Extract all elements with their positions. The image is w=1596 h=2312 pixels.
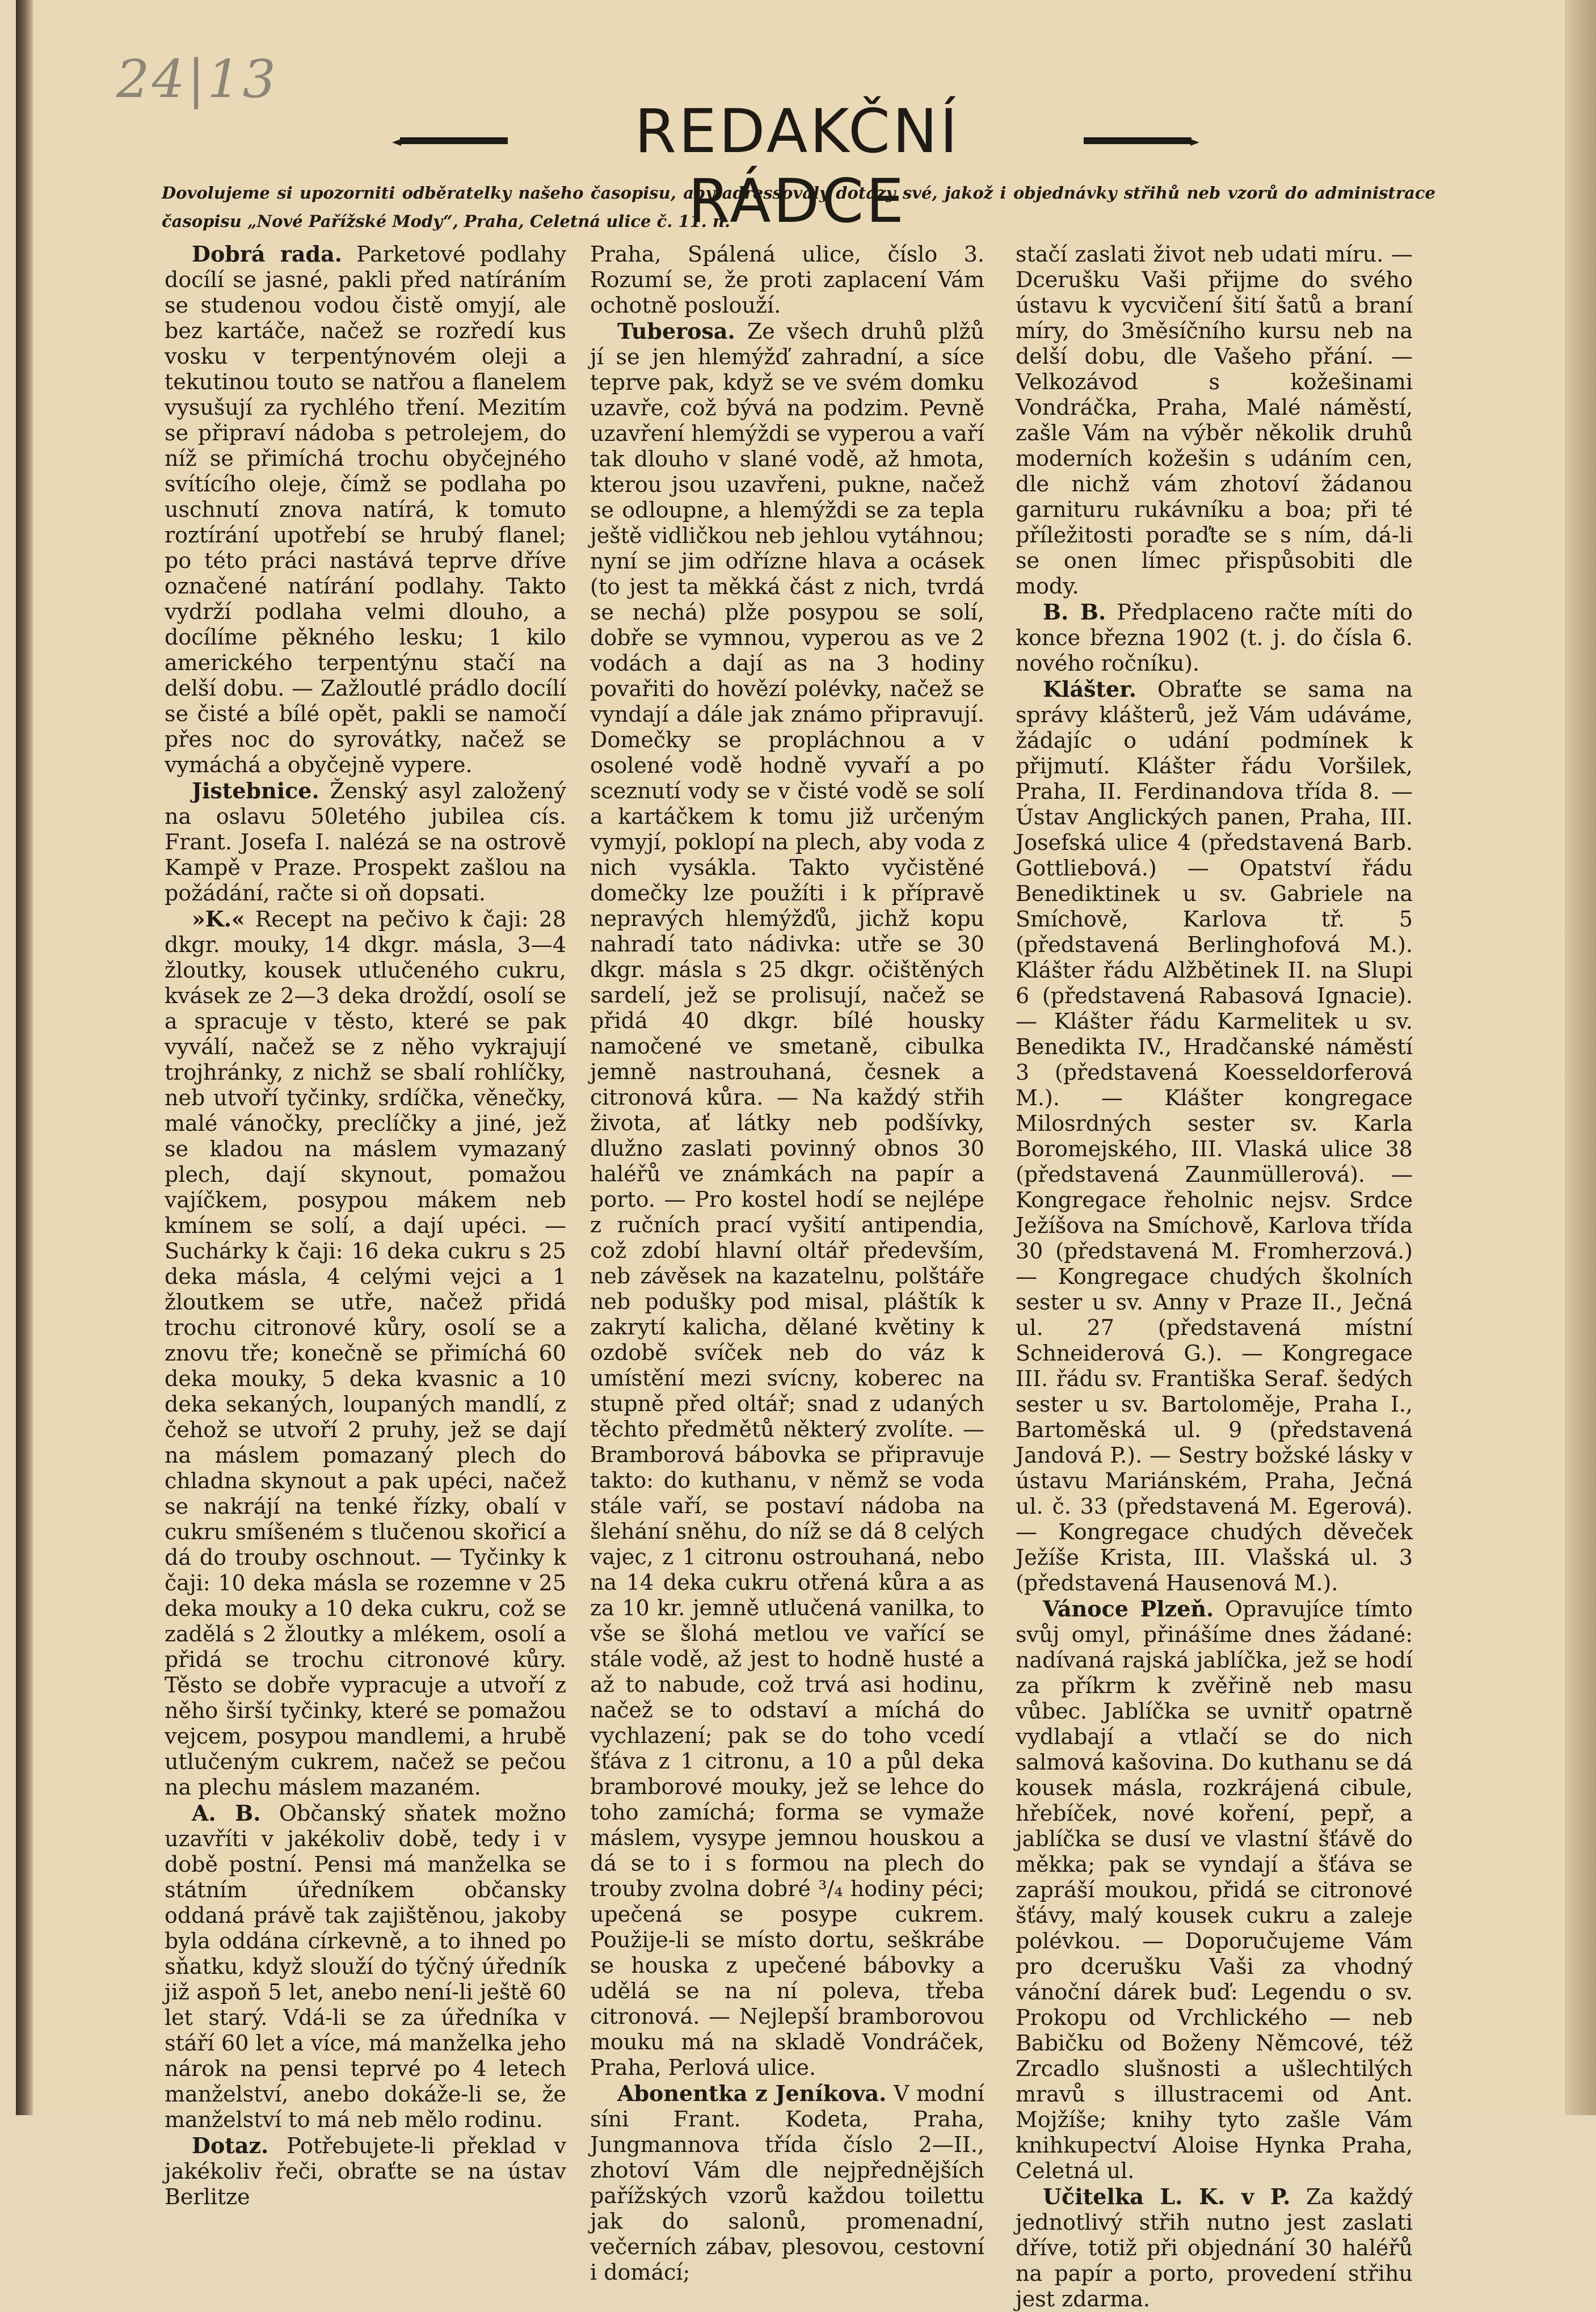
answer-text: Praha, Spálená ulice, číslo 3. Rozumí se, že proti zaplacení Vám ochotně poslouží. [590,242,984,318]
answer-text: Opravujíce tímto svůj omyl, přinášíme dnes žádané: nadívaná rajská jablíčka, jež se hodí za příkrm k zvěřině neb masu vůbec. Jablíčka se uvnitř opatrně vydlabají a vtlačí se do nich salmová kašovina. Do kuthanu se dá kousek másla, rozkrájená cibule, hřebíček, nové koření, pepř, a jablíčka se dusí ve vlastní šťávě do měkka; pak se vyndají a šťáva se zapráší moukou, přidá se citronové šťávy, malý kousek cukru a zaleje polévkou. — Doporučujeme Vám pro dcerušku Vaši za vhodný vánoční dárek buď: Legendu o sv. Prokopu od Vrchlického — neb Babičku od Boženy Němcové, též Zrcadlo slušnosti a ušlechtilých mravů s illustracemi od Ant. Mojžíše; knihy tyto zašle Vám knihkupectví Aloise Hynka Praha, Celetná ul. [1016,1597,1413,2183]
right-ornament-rule [1084,137,1191,144]
answer-heading: Dotaz. [192,2133,269,2158]
answer-heading: Tuberosa. [617,318,735,344]
answer-paragraph [165,906,566,1800]
answer-heading: Dobrá rada. [192,241,342,267]
answer-text: Potřebujete-li překlad v jakékoliv řeči, obraťte se na ústav Berlitze [165,2133,566,2209]
answer-heading: Klášter. [1043,676,1136,702]
answer-heading: Učitelka L. K. v P. [1043,2184,1291,2209]
answer-text: Občanský sňatek možno uzavříti v jakékoliv době, tedy i v době postní. Pensi má manželka se státním úředníkem občansky oddaná právě tak zajištěnou, jakoby byla oddána církevně, a to ihned po sňatku, když slouží do týčný úředník již aspoň 5 let, anebo není-li ještě 60 let starý. Vdá-li se za úředníka v stáří 60 let a více, má manželka jeho nárok na pensi teprvé po 4 letech manželství, anebo dokáže-li se, že manželství to má neb mělo rodinu. [165,1801,566,2132]
answer-paragraph [1016,2184,1413,2312]
left-ornament-rule [400,137,508,144]
column-2 [590,241,984,2285]
answer-paragraph [1016,241,1413,599]
answer-paragraph [1016,599,1413,676]
answer-heading: »K.« [192,906,245,932]
answer-paragraph [1016,676,1413,1596]
answer-paragraph [165,1800,566,2133]
answer-heading: B. B. [1043,599,1106,625]
answer-heading: A. B. [192,1800,261,1826]
answer-text: Obraťte se sama na správy klášterů, jež Vám udáváme, žádajíc o udání podmínek k přijmutí. Klášter řádu Voršilek, Praha, II. Ferdinandova třída 8. — Ústav Anglických panen, Praha, III. Josefská ulice 4 (představená Barb. Gottliebová.) — Opatství řádu Benediktinek u sv. Gabriele na Smíchově, Karlova tř. 5 (představená Berlinghofová M.). Klášter řádu Alžbětinek II. na Slupi 6 (představená Rabasová Ignacie). — Klášter řádu Karmelitek u sv. Benedikta IV., Hradčanské náměstí 3 (představená Koesseldorferová M.). — Klášter kongregace Milosrdných sester sv. Karla Boromejského, III. Vlaská ulice 38 (představená Zaunmüllerová). — Kongregace řeholnic nejsv. Srdce Ježíšova na Smíchově, Karlova třída 30 (představená M. Fromherzová.) — Kongregace chudých školních sester u sv. Anny v Praze II., Ječná ul. 27 (představená místní Schneiderová G.). — Kongregace III. řádu sv. Františka Seraf. šedých sester u sv. Bartoloměje, Praha I., Bartoměská ul. 9 (představená Jandová P.). — Sestry božské lásky v ústavu Mariánském, Praha, Ječná ul. č. 33 (představená M. Egerová). — Kongregace chudých děveček Ježíše Krista, III. Vlašská ul. 3 (představená Hausenová M.). [1016,677,1413,1595]
answer-heading: Abonentka z Jeníkova. [617,2081,887,2106]
answer-heading: Vánoce Plzeň. [1043,1596,1214,1622]
handwritten-folio: 24|13 [116,49,279,110]
answer-paragraph [165,778,566,906]
answer-paragraph [590,318,984,2081]
page-title: REDAKČNÍ RÁDCE [634,96,960,236]
answer-paragraph [165,241,566,778]
answer-text: stačí zaslati život neb udati míru. — Dcerušku Vaši přijme do svého ústavu k vycvičení šití šatů a braní míry, do 3měsíčního kursu neb na delší dobu, dle Vašeho přání. — Velkozávod s kožešinami Vondráčka, Praha, Malé náměstí, zašle Vám na výběr několik druhů moderních kožešin s udáním cen, dle nichž vám zhotoví žádanou garnituru rukávníku a boa; při té příležitosti poraďte se s ním, dá-li se onen límec přispůsobiti dle mody. [1016,242,1413,599]
answer-paragraph [1016,1596,1413,2184]
answer-text: Předplaceno račte míti do konce března 1902 (t. j. do čísla 6. nového ročníku). [1016,600,1413,676]
answer-heading: Jistebnice. [192,778,319,803]
page-edge [1565,0,1596,2115]
answer-text: Za každý jednotlivý střih nutno jest zaslati dříve, totiž při objednání 30 haléřů na papír a porto, provedení střihu jest zdarma. [1016,2184,1413,2311]
answer-text: Ženský asyl založený na oslavu 50letého jubilea cís. Frant. Josefa I. nalézá se na ostrově Kampě v Praze. Prospekt zašlou na požádání, račte si oň dopsati. [165,778,566,906]
binding-gutter [16,0,33,2115]
answer-text: Parketové podlahy docílí se jasné, pakli před natíráním se studenou vodou čistě omyjí, ale bez kartáče, načež se rozředí kus vosku v terpentýnovém oleji a tekutinou touto se natřou a flanelem vysušují za rychlého tření. Mezitím se připraví nádoba s petrolejem, do níž se přimíchá trochu obyčejného svítícího oleje, čímž se podlaha po uschnutí znova natírá, k tomuto roztírání upotřebí se hrubý flanel; po této práci nastává teprve dříve označené natírání podlahy. Takto vydrží podlaha velmi dlouho, a docílíme pěkného lesku; 1 kilo amerického terpentýnu stačí na delší dobu. — Zažloutlé prádlo docílí se čisté a bílé opět, pakli se namočí přes noc do syrovátky, načež se vymáchá a obyčejně vypere. [165,242,566,777]
column-3 [1016,241,1413,2312]
answer-text: Recept na pečivo k čaji: 28 dkgr. mouky, 14 dkgr. másla, 3—4 žloutky, kousek utlučeného cukru, kvásek ze 2—3 deka droždí, osolí se a spracuje v těsto, které se pak vyválí, načež se z něho vykrajují trojhránky, z nichž se sbalí rohlíčky, neb utvoří tyčinky, srdíčka, věnečky, malé vánočky, preclíčky a jiné, jež se kladou na máslem vymazaný plech, dají skynout, pomažou vajíčkem, posypou mákem neb kmínem se solí, a dají upéci. — Suchárky k čaji: 16 deka cukru s 25 deka másla, 4 celými vejci a 1 žloutkem se utře, načež přidá trochu citronové kůry, osolí se a znovu tře; konečně se přimíchá 60 deka mouky, 5 deka kvasnic a 10 deka sekaných, loupaných mandlí, z čehož se utvoří 2 pruhy, jež se dají na máslem pomazaný plech do chladna skynout a pak upéci, načež se nakrájí na tenké řízky, obalí v cukru smíšeném s tlučenou skořicí a dá do trouby oschnout. — Tyčinky k čaji: 10 deka másla se rozemne v 25 deka mouky a 10 deka cukru, což se zadělá s 2 žloutky a mlékem, osolí a přidá se trochu citronové kůry. Těsto se dobře vypracuje a utvoří z něho širší tyčinky, které se pomažou vejcem, posypou mandlemi, a hrubě utlučeným cukrem, načež se pečou na plechu máslem mazaném. [165,907,566,1800]
column-1 [165,241,566,2210]
answer-text: Ze všech druhů plžů jí se jen hlemýžď zahradní, a síce teprve pak, když se ve svém domku uzavře, což bývá na podzim. Pevně uzavření hlemýždi se vyperou a vaří tak dlouho v slané vodě, až hmota, kterou jsou uzavřeni, pukne, načež se odloupne, a hlemýždi se za tepla ještě vidličkou neb jehlou vytáhnou; nyní se jim odřízne hlava a ocásek (to jest ta měkká část z nich, tvrdá se nechá) plže posypou se solí, dobře se vymnou, vyperou as ve 2 vodách a dají as na 3 hodiny povařiti do hovězí polévky, načež se vyndají a dále jak známo připravují. Domečky se propláchnou a v osolené vodě hodně vyvaří a po sceznutí vody se v čisté vodě se solí a kartáčkem k tomu již určeným vymyjí, poklopí na plech, aby voda z nich vysákla. Takto vyčistěné domečky lze použíti i k přípravě nepravých hlemýžďů, jichž kopu nahradí tato nádivka: utře se 30 dkgr. másla s 25 dkgr. očištěných sardelí, jež se prolisují, načež se přidá 40 dkgr. bílé housky namočené ve smetaně, cibulka jemně nastrouhaná, česnek a citronová kůra. — Na každý střih života, ať látky neb podšívky, dlužno zaslati povinný obnos 30 haléřů ve známkách na papír a porto. — Pro kostel hodí se nejlépe z ručních prací vyšití antipendia, což zdobí hlavní oltář především, neb závěsek na kazatelnu, polštáře neb podušky pod misal, pláštík k zakrytí kalicha, dělané květiny k ozdobě svíček neb do váz k umístění mezi svícny, koberec na stupně před oltář; snad z udaných těchto předmětů některý zvolíte. — Bramborová bábovka se připravuje takto: do kuthanu, v němž se voda stále vaří, se postaví nádoba na šlehání sněhu, do níž se dá 8 celých vajec, z 1 citronu ostrouhaná, nebo na 14 deka cukru otřená kůra a as za 10 kr. jemně utlučená vanilka, to vše se šlohá metlou ve vařící se stále vodě, až jest to hodně husté a až to nabude, což trvá asi hodinu, načež se to odstaví a míchá do vychlazení; pak se do toho vcedí šťáva z 1 citronu, a 10 a půl deka bramborové mouky, jež se lehce do toho zamíchá; forma se vymaže máslem, vysype jemnou houskou a dá se to i s formou na plech do trouby zvolna dobré ³/₄ hodiny péci; upečená se posype cukrem. Použije-li se místo dortu, seškrábe se houska z upečené bábovky a udělá se na ní poleva, třeba citronová. — Nejlepší bramborovou mouku má na skladě Vondráček, Praha, Perlová ulice. [590,319,984,2080]
answer-text: V modní síni Frant. Kodeta, Praha, Jungmannova třída číslo 2—II., zhotoví Vám dle nejpřednějších pařížských vzorů každou toilettu jak do salonů, promenadní, večerních zábav, plesovou, cestovní i domácí; [590,2081,985,2285]
answer-paragraph [590,2081,984,2285]
answer-paragraph [590,241,984,318]
answer-paragraph [165,2133,566,2210]
editorial-notice: Dovolujeme si upozorniti odběratelky našeho časopisu, aby adressovaly dotazy své, jakož i objednávky střihů neb vzorů do administrace časopisu „Nové Pařížské Mody“, Praha, Celetná ulice č. 11. n. [162,183,1435,231]
